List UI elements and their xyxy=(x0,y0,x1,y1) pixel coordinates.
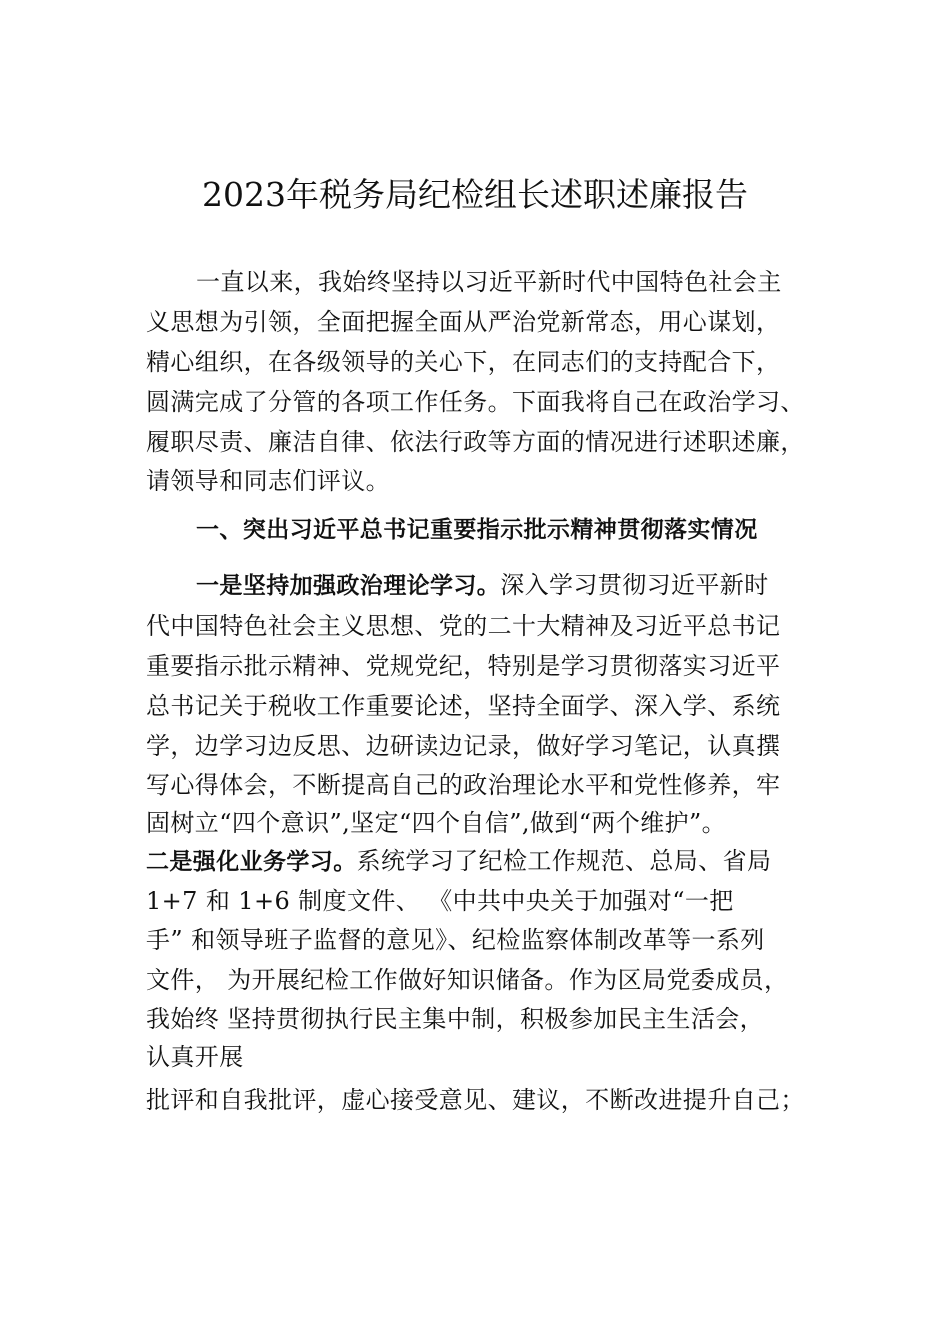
paragraph-line: 文件， 为开展纪检工作做好知识储备。作为区局党委成员， xyxy=(146,966,789,994)
intro-line: 一直以来，我始终坚持以习近平新时代中国特色社会主 xyxy=(196,268,782,296)
point-lead: 二是强化业务学习。 xyxy=(146,849,357,875)
paragraph-line: 批评和自我批评，虚心接受意见、建议，不断改进提升自己； xyxy=(146,1086,805,1114)
paragraph-line: 1+7 和 1+6 制度文件、 《中共中央关于加强对“一把 xyxy=(146,887,734,915)
document-title: 2023年税务局纪检组长述职述廉报告 xyxy=(202,175,748,214)
paragraph-line: 手” 和领导班子监督的意见》、纪检监察体制改革等一系列 xyxy=(146,926,765,954)
paragraph-line xyxy=(146,841,771,881)
paragraph-line: 代中国特色社会主义思想、党的二十大精神及习近平总书记 xyxy=(146,612,781,640)
paragraph-line: 我始终 坚持贯彻执行民主集中制，积极参加民主生活会， xyxy=(146,1005,765,1033)
paragraph-line: 学，边学习边反思、边研读边记录，做好学习笔记，认真撰 xyxy=(146,732,781,760)
paragraph-line xyxy=(196,565,769,605)
point-lead: 一是坚持加强政治理论学习。 xyxy=(196,573,501,599)
paragraph-line: 写心得体会，不断提高自己的政治理论水平和党性修养，牢 xyxy=(146,771,781,799)
point-text: 深入学习贯彻习近平新时 xyxy=(500,571,769,599)
paragraph-line: 总书记关于税收工作重要论述，坚持全面学、深入学、系统 xyxy=(146,692,781,720)
paragraph-line: 固树立“四个意识”,坚定“四个自信”,做到“两个维护”。 xyxy=(146,809,727,837)
point-text: 系统学习了纪检工作规范、总局、省局 xyxy=(356,847,772,875)
paragraph-line: 重要指示批示精神、党规党纪，特别是学习贯彻落实习近平 xyxy=(146,652,781,680)
intro-line: 精心组织，在各级领导的关心下，在同志们的支持配合下， xyxy=(146,348,781,376)
intro-line: 义思想为引领，全面把握全面从严治党新常态，用心谋划， xyxy=(146,308,781,336)
intro-line: 圆满完成了分管的各项工作任务。下面我将自己在政治学习、 xyxy=(146,388,805,416)
paragraph-line: 认真开展 xyxy=(146,1043,244,1071)
intro-line: 履职尽责、廉洁自律、依法行政等方面的情况进行述职述廉， xyxy=(146,428,805,456)
section-heading: 一、突出习近平总书记重要指示批示精神贯彻落实情况 xyxy=(196,517,758,543)
intro-line: 请领导和同志们评议。 xyxy=(146,467,390,495)
